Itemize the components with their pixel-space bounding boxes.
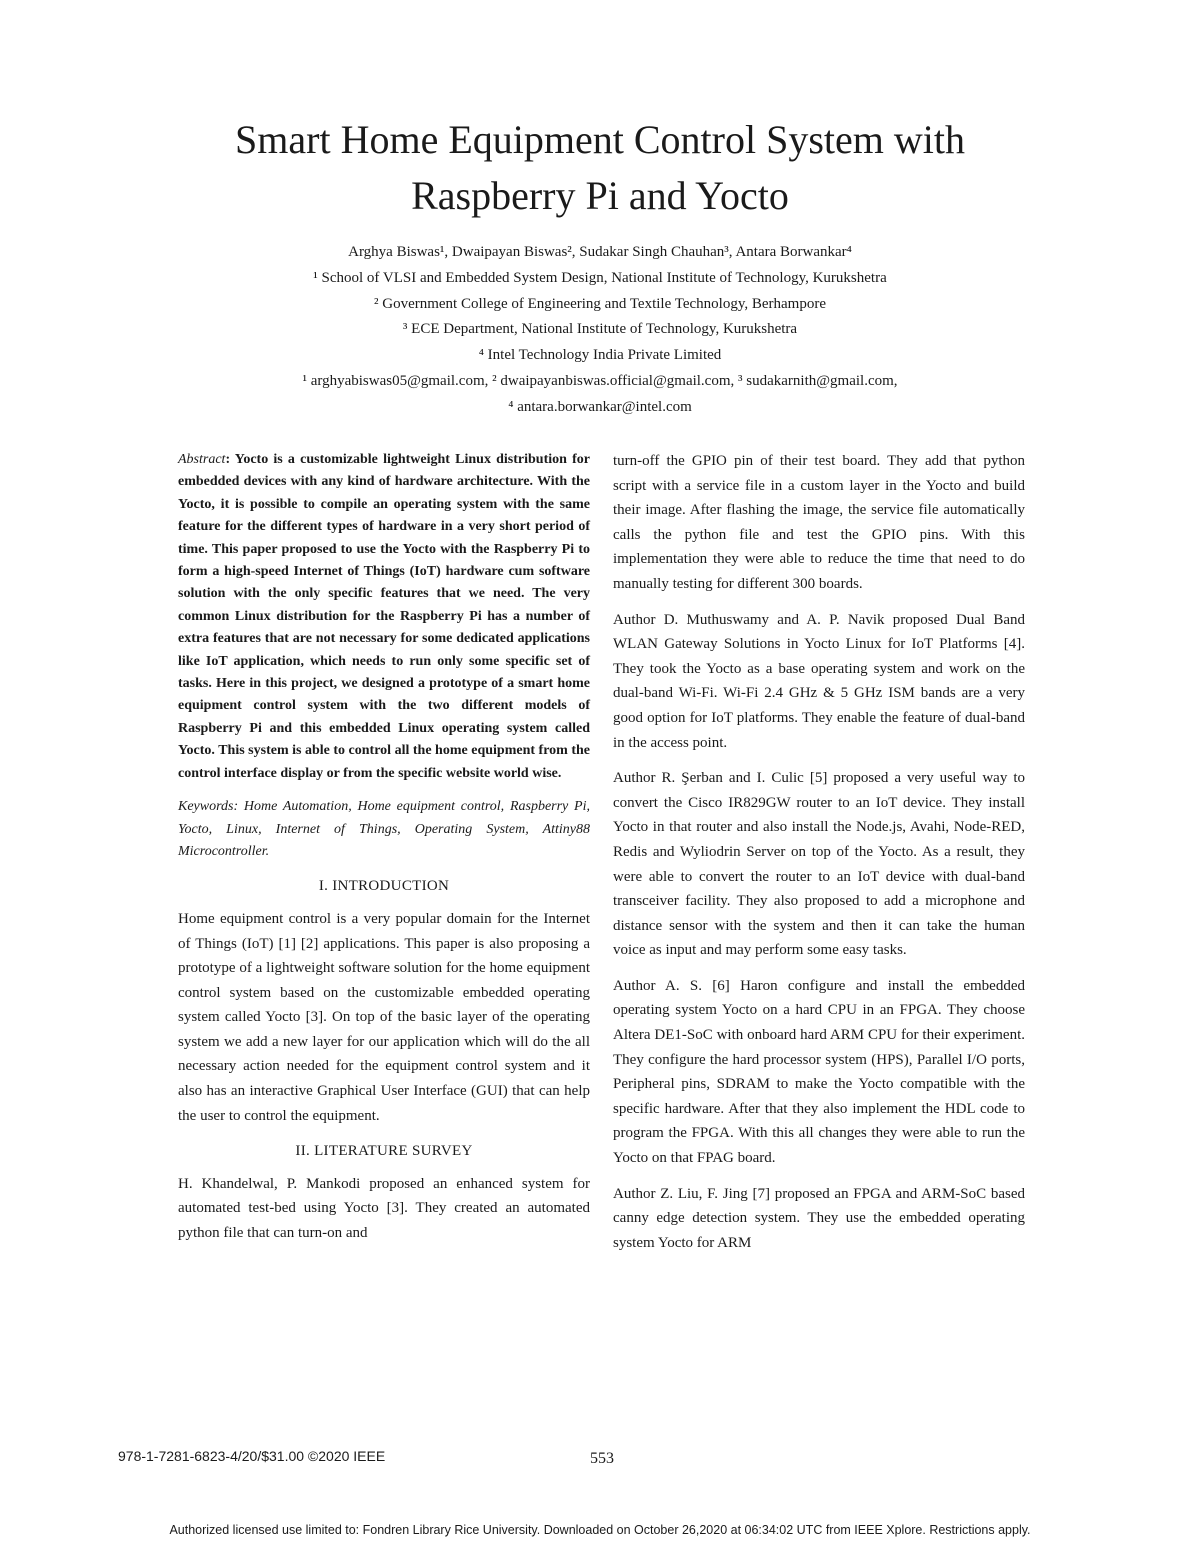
paper-title [0,112,1200,224]
author-names: Arghya Biswas¹, Dwaipayan Biswas², Sudakar Singh Chauhan³, Antara Borwankar⁴ [348,244,852,260]
literature-paragraph-6: Author Z. Liu, F. Jing [7] proposed an FPGA and ARM-SoC based canny edge detection system. They use the embedded operating system Yocto for ARM [613,1185,1025,1251]
left-column [178,449,590,1257]
section-heading-introduction: I. INTRODUCTION [318,878,450,895]
emails-line-1: ¹ arghyabiswas05@gmail.com, ² dwaipayanbiswas.official@gmail.com, ³ sudakarnith@gmail.com, [302,372,898,389]
license-notice: Authorized licensed use limited to: Fondren Library Rice University. Downloaded on October 26,2020 at 06:34:02 UTC from IEEE Xplore. Restrictions apply. [169,1523,1031,1537]
affiliation-3: ³ ECE Department, National Institute of Technology, Kurukshetra [402,321,798,338]
literature-paragraph-2: turn-off the GPIO pin of their test board. They add that python script with a service file in a custom layer in the Yocto and build their image. After flashing the image, the service file automatically calls the python file and test the GPIO pins. With this implementation they were able to reduce the time that need to do manually testing for different 300 boards. [613,453,1025,592]
title-line-2: Raspberry Pi and Yocto [411,173,789,218]
abstract-label: Abstract [178,452,226,467]
abstract-text: : Yocto is a customizable lightweight Linux distribution for embedded devices with any kind of hardware architecture. With the Yocto, it is possible to compile an operating system with the same feature for the different types of hardware in a very short period of time. This paper proposed to use the Yocto with the Raspberry Pi to form a high-speed Internet of Things (IoT) hardware cum software solution with the only specific features that we need. The very common Linux distribution for the Raspberry Pi has a number of extra features that are not necessary for some dedicated applications like IoT application, which needs to run only some specific set of tasks. Here in this project, we designed a prototype of a smart home equipment control system with the two different models of Raspberry Pi and this embedded Linux operating system called Yocto. This system is able to control all the home equipment from the control interface display or from the specific website world wise. [178,452,590,781]
title-line-1: Smart Home Equipment Control System with [235,117,965,162]
page-number: 553 [590,1450,614,1467]
right-column [613,449,1025,1266]
affiliation-1: ¹ School of VLSI and Embedded System Design, National Institute of Technology, Kurukshetra [313,269,887,286]
literature-paragraph-4: Author R. Şerban and I. Culic [5] proposed a very useful way to convert the Cisco IR829GW router to an IoT device. They install Yocto in that router and also install the Node.js, Avahi, Node-RED, Redis and Wyliodrin Server on top of the Yocto. As a result, they were able to convert the router to an IoT device with dual-band transceiver facility. They also proposed to add a microphone and distance sensor with the system and then it can take the human voice as input and may perform some easy tasks. [613,770,1025,959]
introduction-paragraph: Home equipment control is a very popular domain for the Internet of Things (IoT) [1] [2] applications. This paper is also proposing a prototype of a lightweight software solution for the home equipment control system based on the customizable embedded operating system called Yocto [3]. On top of the basic layer of the operating system we add a new layer for our application which will do the all necessary action needed for the equipment control system and it also has an interactive Graphical User Interface (GUI) that can help the user to control the equipment. [178,910,590,1124]
literature-paragraph-1: H. Khandelwal, P. Mankodi proposed an enhanced system for automated test-bed using Yocto [3]. They created an automated python file that can turn-on and [178,1175,590,1242]
footer-isbn: 978-1-7281-6823-4/20/$31.00 ©2020 IEEE [118,1448,386,1464]
literature-paragraph-5: Author A. S. [6] Haron configure and install the embedded operating system Yocto on a hard CPU in an FPGA. They choose Altera DE1-SoC with onboard hard ARM CPU for their experiment. They configure the hard processor system (HPS), Parallel I/O ports, Peripheral pins, SDRAM to make the Yocto compatible with the specific hardware. After that they also implement the HDL code to program the FPGA. With this all changes they were able to run the Yocto on that FPAG board. [613,977,1025,1167]
keywords: Keywords: Home Automation, Home equipment control, Raspberry Pi, Yocto, Linux, Internet of Things, Operating System, Attiny88 Microcontroller. [178,799,590,859]
section-heading-literature-survey: II. LITERATURE SURVEY [295,1143,473,1160]
abstract [178,449,590,785]
emails-line-2: ⁴ antara.borwankar@intel.com [508,398,692,415]
affiliation-4: ⁴ Intel Technology India Private Limited [478,347,722,364]
literature-paragraph-3: Author D. Muthuswamy and A. P. Navik proposed Dual Band WLAN Gateway Solutions in Yocto Linux for IoT Platforms [4]. They took the Yocto as a base operating system and work on the dual-band Wi-Fi. Wi-Fi 2.4 GHz & 5 GHz ISM bands are a very good option for IoT platforms. They enable the feature of dual-band in the access point. [613,611,1025,751]
affiliation-2: ² Government College of Engineering and Textile Technology, Berhampore [374,295,826,312]
author-block [0,240,1200,421]
